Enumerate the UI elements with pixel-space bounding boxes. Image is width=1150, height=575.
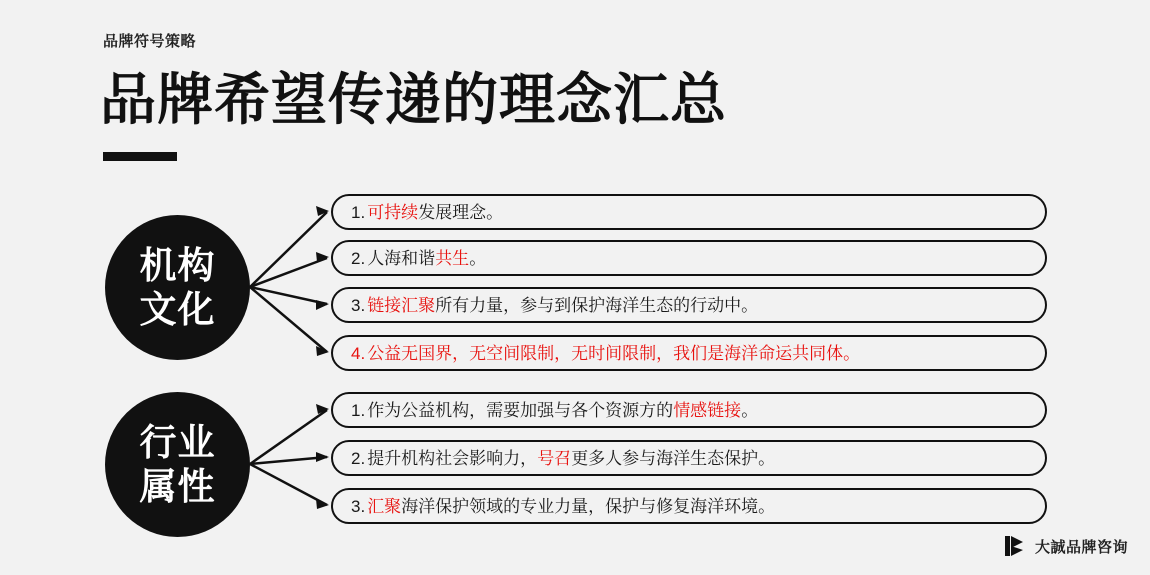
idea-item-number: 1.	[351, 400, 366, 420]
idea-item	[331, 194, 1047, 230]
group-label-culture-line1: 机构	[139, 244, 216, 286]
idea-item-number: 3.	[351, 496, 366, 516]
idea-item-text: 提升机构社会影响力，	[367, 448, 538, 468]
group-label-industry-line2: 属性	[139, 465, 216, 507]
idea-item	[331, 440, 1047, 476]
idea-item-number: 2.	[351, 448, 366, 468]
idea-item-text: 所有力量，参与到保护海洋生态的行动中。	[435, 295, 759, 315]
slide-kicker: 品牌符号策略	[103, 33, 197, 50]
idea-item-text: 。	[741, 400, 759, 420]
group-label-culture-line2: 文化	[139, 288, 216, 330]
idea-item	[331, 392, 1047, 428]
footer-brand-name: 大誠品牌咨询	[1034, 538, 1128, 556]
idea-item-text: 海洋保护领域的专业力量，保护与修复海洋环境。	[401, 496, 776, 516]
idea-item-text: 作为公益机构，需要加强与各个资源方的	[367, 400, 674, 420]
group-label-industry-line1: 行业	[139, 421, 216, 463]
idea-item-number: 4.	[351, 343, 366, 363]
idea-item-number: 2.	[351, 248, 366, 268]
idea-item	[331, 240, 1047, 276]
idea-item-text: 更多人参与海洋生态保护。	[571, 448, 776, 468]
idea-item-number: 3.	[351, 295, 366, 315]
idea-item-text: 。	[469, 248, 487, 268]
idea-item-text: 公益无国界，无空间限制，无时间限制，我们是海洋命运共同体。	[367, 343, 861, 363]
idea-item-text: 发展理念。	[418, 202, 504, 222]
idea-item-number: 1.	[351, 202, 366, 222]
idea-item-text: 人海和谐	[367, 248, 436, 268]
footer-brand	[1005, 535, 1128, 557]
idea-item-text: 共生	[435, 248, 470, 268]
brand-logo-icon	[1005, 535, 1027, 557]
idea-item	[331, 335, 1047, 371]
idea-item-text: 可持续	[367, 202, 419, 222]
idea-item	[331, 488, 1047, 524]
group-label-industry	[105, 392, 250, 537]
title-underline-rule	[103, 152, 177, 161]
idea-item	[331, 287, 1047, 323]
idea-item-text: 号召	[537, 448, 572, 468]
page-title: 品牌希望传递的理念汇总	[100, 68, 727, 131]
group-label-culture	[105, 215, 250, 360]
idea-item-text: 情感链接	[673, 400, 742, 420]
idea-item-text: 链接汇聚	[367, 295, 436, 315]
idea-item-text: 汇聚	[367, 496, 402, 516]
